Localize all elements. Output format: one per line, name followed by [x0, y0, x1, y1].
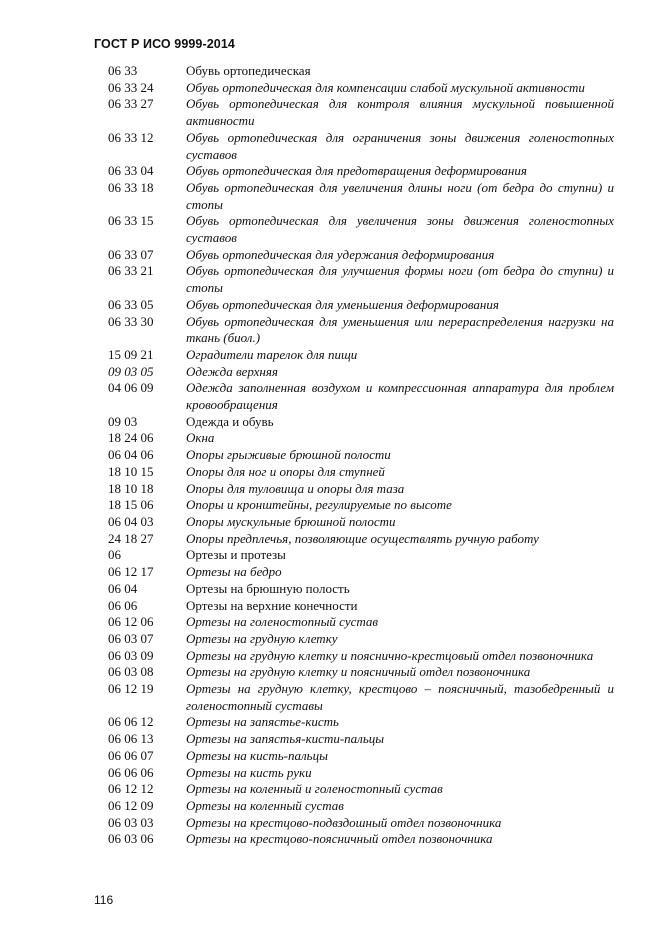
entry-code: 04 06 09 — [108, 380, 154, 396]
entry-text: Одежда верхняя — [186, 363, 278, 379]
page-number: 116 — [94, 893, 114, 907]
index-entry — [108, 63, 614, 80]
index-entry — [108, 263, 614, 296]
entry-code: 06 06 07 — [108, 747, 154, 763]
index-entry — [108, 731, 614, 748]
entry-text: Ортезы на запястья-кисти-пальцы — [186, 731, 385, 747]
entry-code: 18 15 06 — [108, 497, 154, 513]
index-entry — [108, 414, 614, 431]
index-entry — [108, 447, 614, 464]
entry-code: 06 12 19 — [108, 681, 154, 697]
index-entry — [108, 765, 614, 782]
index-entry — [108, 564, 614, 581]
index-entry — [108, 648, 614, 665]
entry-text: Обувь ортопедическая для увеличения длины ноги (от бедра до ступни) и стопы — [186, 179, 614, 212]
index-entry — [108, 130, 614, 163]
entry-text: Опоры для ног и опоры для ступней — [186, 463, 385, 479]
entry-code: 06 33 27 — [108, 96, 154, 112]
index-entry — [108, 514, 614, 531]
index-entry — [108, 781, 614, 798]
entry-text: Ортезы на грудную клетку, крестцово – поясничный, тазобедренный и голеностопный суставы — [186, 681, 614, 713]
entry-code: 06 12 09 — [108, 797, 154, 813]
entry-code: 18 24 06 — [108, 430, 154, 446]
index-entry — [108, 247, 614, 264]
entry-code: 06 04 06 — [108, 447, 154, 463]
entry-text: Ортезы на голеностопный сустав — [186, 614, 379, 630]
index-entry — [108, 213, 614, 246]
entry-code: 06 33 30 — [108, 313, 154, 329]
entry-code: 06 06 06 — [108, 764, 154, 780]
entry-text: Ортезы на коленный и голеностопный сустав — [186, 781, 443, 797]
index-entry — [108, 631, 614, 648]
index-entry — [108, 581, 614, 598]
index-entry — [108, 347, 614, 364]
index-entry — [108, 798, 614, 815]
entry-text: Ортезы на кисть-пальцы — [186, 747, 328, 763]
index-list — [108, 63, 614, 848]
index-entry — [108, 314, 614, 347]
entry-code: 06 33 04 — [108, 163, 154, 179]
index-entry — [108, 831, 614, 848]
index-entry — [108, 714, 614, 731]
entry-text: Ортезы на крестцово-подвздошный отдел позвоночника — [186, 814, 502, 830]
entry-text: Одежда заполненная воздухом и компрессионная аппаратура для проблем кровообращения — [186, 380, 614, 413]
entry-code: 15 09 21 — [108, 346, 154, 362]
entry-code: 06 06 12 — [108, 714, 154, 730]
entry-code: 09 03 05 — [108, 363, 154, 379]
entry-text: Обувь ортопедическая для ограничения зоны движения голеностопных суставов — [186, 129, 614, 162]
entry-code: 06 03 09 — [108, 647, 154, 663]
entry-text: Опоры и кронштейны, регулируемые по высоте — [186, 497, 452, 513]
entry-text: Обувь ортопедическая для удержания деформирования — [186, 246, 495, 262]
entry-text: Одежда и обувь — [186, 413, 274, 429]
entry-text: Обувь ортопедическая для компенсации слабой мускульной активности — [186, 79, 585, 95]
index-entry — [108, 96, 614, 129]
entry-text: Обувь ортопедическая для уменьшения или перераспределения нагрузки на ткань (биол.) — [186, 313, 614, 346]
entry-code: 06 03 08 — [108, 664, 154, 680]
index-entry — [108, 681, 614, 714]
entry-text: Опоры предплечья, позволяющие осуществлять ручную работу — [186, 530, 539, 546]
entry-text: Оградители тарелок для пищи — [186, 346, 358, 362]
entry-code: 18 10 18 — [108, 480, 154, 496]
entry-text: Ортезы на бедро — [186, 564, 282, 580]
entry-code: 06 06 — [108, 597, 138, 613]
entry-text: Опоры грыживые брюшной полости — [186, 447, 391, 463]
entry-code: 06 33 07 — [108, 246, 154, 262]
entry-code: 06 33 24 — [108, 79, 154, 95]
entry-code: 24 18 27 — [108, 530, 154, 546]
entry-text: Ортезы на верхние конечности — [186, 597, 358, 613]
index-entry — [108, 430, 614, 447]
entry-text: Ортезы на брюшную полость — [186, 580, 350, 596]
entry-code: 06 33 21 — [108, 263, 154, 279]
entry-text: Обувь ортопедическая для улучшения формы ноги (от бедра до ступни) и стопы — [186, 263, 614, 296]
index-entry — [108, 380, 614, 413]
entry-text: Ортезы на грудную клетку — [186, 630, 338, 646]
entry-text: Обувь ортопедическая для уменьшения деформирования — [186, 296, 499, 312]
index-entry — [108, 664, 614, 681]
index-entry — [108, 364, 614, 381]
index-entry — [108, 547, 614, 564]
entry-code: 09 03 — [108, 413, 138, 429]
entry-text: Ортезы и протезы — [186, 547, 286, 563]
entry-code: 06 12 12 — [108, 781, 154, 797]
entry-text: Опоры мускульные брюшной полости — [186, 513, 396, 529]
entry-code: 06 06 13 — [108, 731, 154, 747]
index-entry — [108, 531, 614, 548]
entry-text: Ортезы на коленный сустав — [186, 797, 344, 813]
index-entry — [108, 614, 614, 631]
entry-code: 06 33 18 — [108, 179, 154, 195]
entry-text: Обувь ортопедическая для предотвращения деформирования — [186, 163, 527, 179]
entry-code: 06 03 06 — [108, 831, 154, 847]
entry-text: Ортезы на крестцово-поясничный отдел позвоночника — [186, 831, 493, 847]
entry-code: 06 12 06 — [108, 614, 154, 630]
index-entry — [108, 163, 614, 180]
entry-text: Опоры для туловища и опоры для таза — [186, 480, 405, 496]
entry-code: 06 12 17 — [108, 564, 154, 580]
entry-text: Обувь ортопедическая для контроля влияния мускульной повышенной активности — [186, 96, 614, 129]
entry-text: Окна — [186, 430, 215, 446]
index-entry — [108, 481, 614, 498]
entry-text: Ортезы на запястье-кисть — [186, 714, 339, 730]
entry-code: 06 33 05 — [108, 296, 154, 312]
entry-code: 18 10 15 — [108, 463, 154, 479]
entry-text: Ортезы на грудную клетку и пояснично-крестцовый отдел позвоночника — [186, 647, 594, 663]
index-entry — [108, 297, 614, 314]
entry-code: 06 03 07 — [108, 630, 154, 646]
index-entry — [108, 180, 614, 213]
index-entry — [108, 748, 614, 765]
entry-code: 06 04 03 — [108, 513, 154, 529]
index-entry — [108, 598, 614, 615]
index-entry — [108, 497, 614, 514]
index-entry — [108, 464, 614, 481]
entry-text: Ортезы на кисть руки — [186, 764, 312, 780]
entry-text: Обувь ортопедическая — [186, 63, 311, 78]
document-header: ГОСТ Р ИСО 9999-2014 — [94, 37, 235, 51]
index-entry — [108, 80, 614, 97]
entry-code: 06 04 — [108, 580, 138, 596]
entry-code: 06 03 03 — [108, 814, 154, 830]
entry-code: 06 33 — [108, 63, 138, 78]
entry-text: Ортезы на грудную клетку и поясничный отдел позвоночника — [186, 664, 531, 680]
entry-text: Обувь ортопедическая для увеличения зоны движения голеностопных суставов — [186, 213, 614, 246]
entry-code: 06 33 12 — [108, 129, 154, 145]
entry-code: 06 — [108, 547, 121, 563]
entry-code: 06 33 15 — [108, 213, 154, 229]
index-entry — [108, 815, 614, 832]
